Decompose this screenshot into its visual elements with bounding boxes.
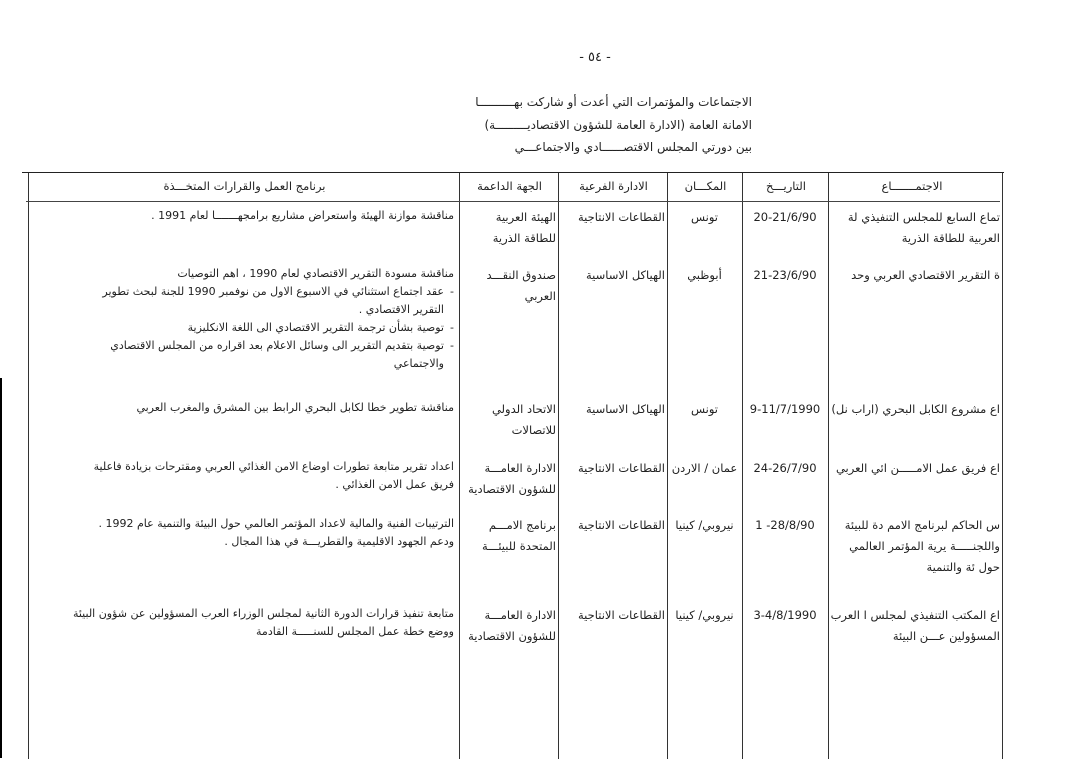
- cell-program: مناقشة تطوير خطا لكابل البحري الرابط بين المشرق والمغرب العربي: [136, 401, 454, 414]
- cell-dept: القطاعات الانتاجية: [578, 210, 665, 224]
- cell-program: [70, 265, 454, 373]
- heading-line-2: الامانة العامة (الادارة العامة للشؤون الاقتصاديـــــــــة): [484, 118, 752, 132]
- cell-meeting: تماع السابع للمجلس التنفيذي لة العربية للطاقة الذرية: [847, 210, 1000, 245]
- column-divider: [558, 173, 559, 759]
- heading-line-3: بين دورتي المجلس الاقتصــــــادي والاجتماعـــي: [514, 140, 752, 154]
- header-meeting: الاجتمـــــــاع: [881, 179, 943, 193]
- meetings-table: [22, 172, 1004, 759]
- list-item: - توصية بشأن ترجمة التقرير الاقتصادي الى اللغة الانكليزية: [70, 319, 454, 337]
- cell-date: 3-4/8/1990: [753, 608, 817, 622]
- cell-place: أبوظبي: [687, 268, 722, 282]
- cell-partner: الاتحاد الدولي للاتصالات: [491, 402, 556, 437]
- header-program: برنامج العمل والقرارات المتخـــذة: [163, 179, 326, 193]
- cell-date: 9-11/7/1990: [749, 402, 821, 416]
- cell-meeting: ة التقرير الاقتصادي العربي وحد: [851, 268, 1000, 282]
- cell-dept: القطاعات الانتاجية: [578, 461, 665, 475]
- header-dept: الادارة الفرعية: [579, 179, 648, 193]
- heading-line-1: الاجتماعات والمؤتمرات التي أعدت أو شاركت بهــــــــــا: [475, 95, 752, 109]
- program-text: مناقشة مسودة التقرير الاقتصادي لعام 1990 ، اهم التوصيات: [177, 267, 454, 280]
- cell-date: 21-23/6/90: [753, 268, 817, 282]
- table-border-left: [28, 173, 29, 759]
- header-partner: الجهة الداعمة: [477, 179, 542, 193]
- cell-dept: الهياكل الاساسية: [586, 402, 665, 416]
- column-divider: [459, 173, 460, 759]
- cell-partner: الهيئة العربية للطاقة الذرية: [492, 210, 556, 245]
- cell-dept: القطاعات الانتاجية: [578, 608, 665, 622]
- cell-place: تونس: [690, 402, 718, 416]
- cell-date: 1 -28/8/90: [755, 518, 815, 532]
- cell-place: نيروبي/ كينيا: [675, 518, 734, 532]
- table-border-right: [1002, 173, 1003, 759]
- cell-partner: صندوق النقـــد العربي: [486, 268, 556, 303]
- cell-dept: القطاعات الانتاجية: [578, 518, 665, 532]
- column-divider: [828, 173, 829, 759]
- cell-program: متابعة تنفيذ قرارات الدورة الثانية لمجلس الوزراء العرب المسؤولين عن شؤون البيئة ووضع خطة عمل المجلس للسنـــــة القادمة: [72, 607, 454, 638]
- cell-partner: برنامج الامـــم المتحدة للبيئـــة: [482, 518, 556, 553]
- cell-date: 24-26/7/90: [753, 461, 817, 475]
- cell-meeting: اع المكتب التنفيذي لمجلس ا العرب المسؤولين عـــن البيئة: [830, 608, 1000, 643]
- cell-place: نيروبي/ كينيا: [675, 608, 734, 622]
- list-item: - عقد اجتماع استثنائي في الاسبوع الاول من نوفمبر 1990 للجنة لبحث تطوير التقرير الاقتصادي .: [70, 283, 454, 319]
- header-place: المكـــان: [684, 179, 727, 193]
- column-divider: [667, 173, 668, 759]
- header-date: التاريـــخ: [766, 179, 806, 193]
- page-number: - ٥٤ -: [579, 50, 611, 65]
- cell-program: اعداد تقرير متابعة تطورات اوضاع الامن الغذائي العربي ومقترحات بزيادة فاعلية فريق عمل الامن الغذائي .: [93, 460, 454, 491]
- cell-program: مناقشة موازنة الهيئة واستعراض مشاريع برامجهـــــــا لعام 1991 .: [151, 209, 454, 222]
- cell-place: عمان / الاردن: [671, 461, 738, 475]
- scan-edge-line: [0, 378, 2, 758]
- cell-program: الترتيبات الفنية والمالية لاعداد المؤتمر العالمي حول البيئة والتنمية عام 1992 . ودعم الجهود الاقليمية والقطريـــة في هذا المجال .: [98, 517, 454, 548]
- column-divider: [742, 173, 743, 759]
- cell-partner: الادارة العامـــة للشؤون الاقتصادية: [468, 608, 556, 643]
- cell-date: 20-21/6/90: [753, 210, 817, 224]
- cell-meeting: اع فريق عمل الامـــــن ائي العربي: [835, 461, 1000, 475]
- list-item: - توصية بتقديم التقرير الى وسائل الاعلام بعد اقراره من المجلس الاقتصادي والاجتماعي: [70, 337, 454, 373]
- cell-partner: الادارة العامـــة للشؤون الاقتصادية: [468, 461, 556, 496]
- cell-place: تونس: [690, 210, 718, 224]
- cell-meeting: س الحاكم لبرنامج الامم دة للبيئة واللجنـــــة يرية المؤتمر العالمي حول ئة والتنمية: [844, 518, 1000, 574]
- cell-dept: الهياكل الاساسية: [586, 268, 665, 282]
- cell-meeting: اع مشروع الكابل البحري (اراب نل): [831, 402, 1000, 416]
